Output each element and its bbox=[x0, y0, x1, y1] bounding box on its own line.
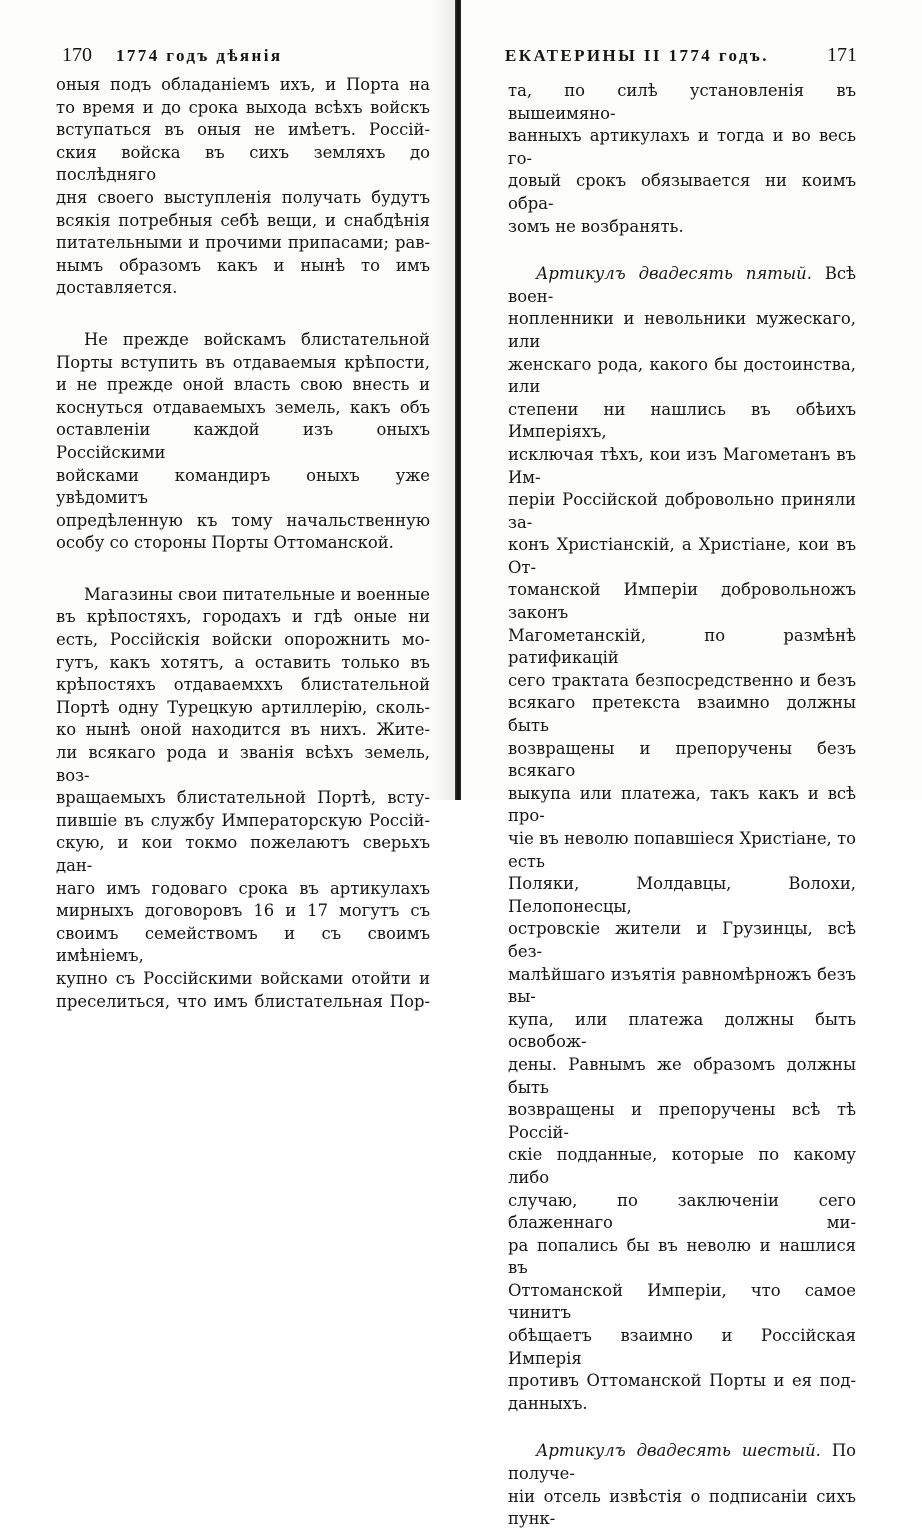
paragraph-gap bbox=[508, 238, 856, 263]
text-line: періи Россійской добровольно приняли за- bbox=[508, 490, 856, 532]
text-line: ра попались бы въ неволю и нашлися въ bbox=[508, 1235, 856, 1278]
running-head: 1774 годъ дѣянія bbox=[116, 46, 283, 65]
text-line: томанской Имперіи добровольножъ законъ bbox=[508, 580, 856, 623]
text-line: опредѣленную къ тому начальственную bbox=[56, 510, 430, 530]
text-line: Портѣ одну Турецкую артиллерію, сколь- bbox=[56, 697, 430, 717]
text-line: гутъ, какъ хотятъ, а оставить только въ bbox=[56, 652, 430, 672]
text-line bbox=[508, 1440, 856, 1485]
text-line: своимъ семействомъ и съ своимъ имѣніемъ, bbox=[56, 923, 430, 966]
paragraph-gap bbox=[56, 555, 430, 584]
gutter-shadow-left bbox=[430, 0, 455, 800]
text-run: По получе- bbox=[508, 1441, 856, 1484]
text-line: особу со стороны Порты Оттоманской. bbox=[56, 533, 394, 553]
text-line: Магазины свои питательные и военные bbox=[84, 584, 430, 604]
running-head: ЕКАТЕРИНЫ II 1774 годъ. bbox=[505, 46, 769, 65]
text-line: дня своего выступленія получать будутъ bbox=[56, 187, 430, 207]
text-line: питательными и прочими припасами; рав- bbox=[56, 233, 430, 253]
text-line: всякія потребныя себѣ вещи, и снабдѣнія bbox=[56, 210, 430, 230]
text-line: скую, и кои токмо пожелаютъ сверьхъ дан- bbox=[56, 833, 430, 875]
text-line: ванныхъ артикулахъ и тогда и во весь го- bbox=[508, 126, 856, 168]
text-line: та, по силѣ установленія въ вышеимяно- bbox=[508, 81, 856, 123]
text-line: преселиться, что имъ блистательная Пор- bbox=[56, 991, 430, 1011]
text-line: возвращены и препоручены безъ всякаго bbox=[508, 738, 856, 781]
text-line: вращаемыхъ блистательной Портѣ, всту- bbox=[56, 788, 430, 808]
article-paragraph bbox=[508, 1440, 856, 1530]
text-line: крѣпостяхъ отдаваемхxъ блистательной bbox=[56, 675, 430, 695]
left-page bbox=[0, 0, 455, 1011]
paragraph bbox=[508, 80, 856, 238]
text-line: ския войска въ сихъ земляхъ до послѣдняго bbox=[56, 142, 430, 185]
text-line: есть, Россійскія войски опорожнить мо- bbox=[56, 630, 430, 650]
text-run: Всѣ воен- bbox=[508, 264, 857, 306]
text-line: случаю, по заключеніи сего блаженнаго ми- bbox=[508, 1190, 856, 1233]
text-line: дены. Равнымъ же образомъ должны быть bbox=[508, 1054, 856, 1097]
text-line bbox=[508, 263, 856, 308]
text-line: Магометанскій, по размѣнѣ ратификацій bbox=[508, 625, 856, 668]
text-line: нопленники и невольники мужескаго, или bbox=[508, 309, 856, 351]
text-line: малѣйшаго изъятія равномѣрножъ безъ вы- bbox=[508, 964, 856, 1007]
text-line: доставляется. bbox=[56, 278, 178, 298]
left-page-text bbox=[56, 74, 430, 1013]
text-line: данныхъ. bbox=[508, 1393, 588, 1413]
text-line: обѣщаетъ взаимно и Россійская Имперія bbox=[508, 1326, 856, 1368]
article-heading: Артикулъ двадесять пятый. bbox=[536, 264, 812, 284]
text-line: возвращены и препоручены всѣ тѣ Россій- bbox=[508, 1100, 856, 1142]
text-line: Поляки, Молдавцы, Волохи, Пелопонесцы, bbox=[508, 874, 856, 916]
text-line: исключая тѣхъ, кои изъ Магометанъ въ Им- bbox=[508, 444, 856, 487]
paragraph-gap bbox=[508, 1415, 856, 1440]
text-line: Не прежде войскамъ блистательной bbox=[84, 329, 430, 349]
text-line: женскаго рода, какого бы достоинства, или bbox=[508, 354, 856, 397]
text-line: чіе въ неволю попавшіеся Христіане, то есть bbox=[508, 829, 856, 871]
text-line: мирныхъ договоровъ 16 и 17 могутъ съ bbox=[56, 901, 430, 921]
article-heading: Артикулъ двадесять шестый. bbox=[536, 1441, 821, 1461]
text-line: ніи отсель извѣстія о подписаніи сихъ пунк- bbox=[508, 1486, 856, 1529]
paragraph bbox=[56, 329, 430, 555]
text-line: пившіе въ службу Императорскую Россій- bbox=[56, 810, 430, 830]
text-line: ко нынѣ оной находится въ нихъ. Жите- bbox=[56, 720, 430, 740]
page-number: 171 bbox=[827, 44, 857, 66]
text-line: нымъ образомъ какъ и нынѣ то имъ bbox=[56, 255, 430, 275]
page-number: 170 bbox=[62, 44, 92, 66]
paragraph bbox=[56, 74, 430, 300]
text-line: Оттоманской Имперіи, что самое чинитъ bbox=[508, 1280, 856, 1323]
paragraph bbox=[56, 584, 430, 1013]
text-line: наго имъ годоваго срока въ артикулахъ bbox=[56, 878, 430, 898]
text-line: островскіе жители и Грузинцы, всѣ без- bbox=[508, 919, 856, 961]
right-page-header bbox=[505, 44, 857, 72]
text-line: купно съ Россійскими войсками отойти и bbox=[56, 968, 430, 988]
text-line: оныя подъ обладаніемъ ихъ, и Порта на bbox=[56, 75, 430, 94]
article-paragraph bbox=[508, 263, 856, 1415]
text-line: сего трактата безпосредственно и безъ bbox=[508, 670, 856, 690]
text-line: купа, или платежа должны быть освобож- bbox=[508, 1009, 856, 1052]
text-line: то время и до срока выхода всѣхъ войскъ bbox=[56, 97, 430, 117]
text-line: въ крѣпостяхъ, городахъ и гдѣ оные ни bbox=[56, 607, 430, 627]
text-line: оставленіи каждой изъ оныхъ Россійскими bbox=[56, 420, 430, 462]
text-line: вступаться въ оныя не имѣетъ. Россій- bbox=[56, 120, 430, 140]
text-line: скіе подданные, которые по какому либо bbox=[508, 1145, 856, 1187]
text-line: выкупа или платежа, такъ какъ и всѣ про- bbox=[508, 783, 856, 826]
text-line: войсками командиръ оныхъ уже увѣдомитъ bbox=[56, 465, 430, 508]
text-line: конъ Христіанскій, а Христіане, кои въ От- bbox=[508, 535, 856, 577]
paragraph-gap bbox=[56, 300, 430, 329]
text-line: всякаго претекста взаимно должны быть bbox=[508, 693, 856, 736]
text-line: противъ Оттоманской Порты и ея под- bbox=[508, 1371, 856, 1391]
right-page-text bbox=[508, 80, 856, 1531]
text-line: Порты вступить въ отдаваемыя крѣпости, bbox=[56, 352, 430, 372]
text-line: и не прежде оной власть свою внесть и bbox=[56, 375, 430, 395]
text-line: степени ни нашлись въ обѣихъ Имперіяхъ, bbox=[508, 399, 856, 442]
text-line: зомъ не возбранять. bbox=[508, 216, 684, 236]
left-page-header bbox=[62, 44, 422, 72]
text-line: ли всякаго рода и званія всѣхъ земель, воз- bbox=[56, 743, 430, 785]
text-line: довый срокъ обязывается ни коимъ обра- bbox=[508, 171, 856, 213]
text-line: коснуться отдаваемыхъ земель, какъ объ bbox=[56, 397, 430, 417]
